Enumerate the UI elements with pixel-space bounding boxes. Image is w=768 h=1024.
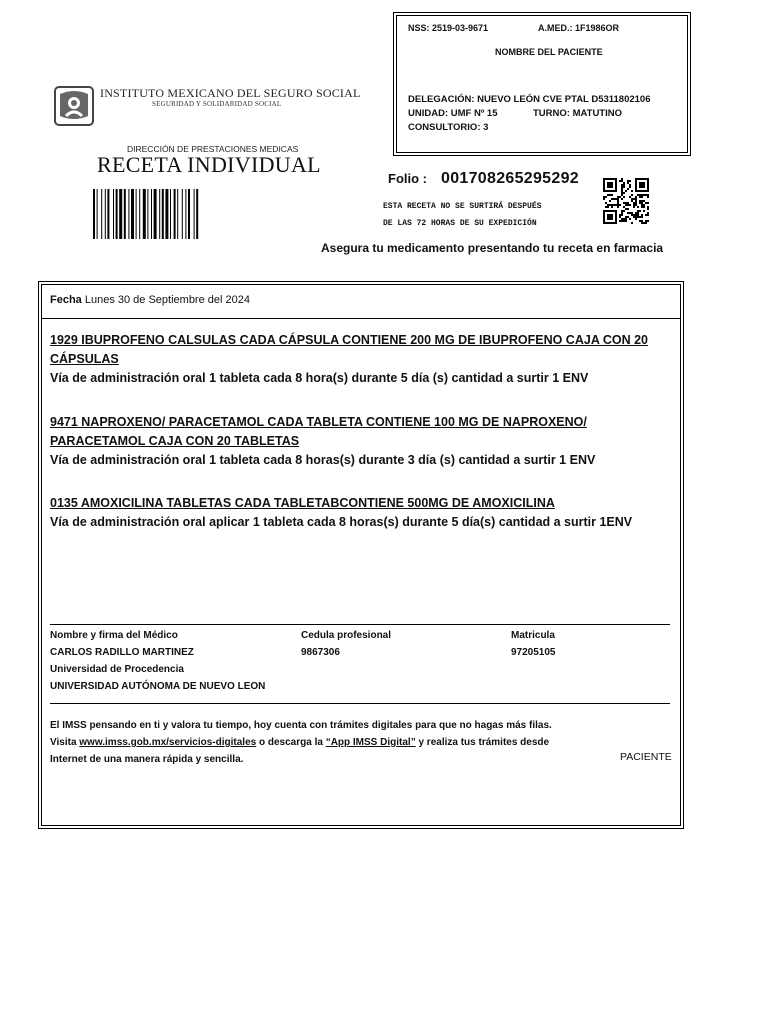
consultorio-field: CONSULTORIO: 3 [408,122,489,133]
matricula-block [511,627,556,661]
direccion-label: DIRECCIÓN DE PRESTACIONES MEDICAS [127,144,299,154]
date-field [50,294,250,306]
nss-field: NSS: 2519-03-9671 [408,23,489,33]
imss-app-link[interactable]: “App IMSS Digital” [325,737,416,748]
medication-item [50,413,665,470]
medication-item [50,494,665,532]
notice-line3: Internet de una manera rápida y sencilla. [50,754,244,765]
doctor-signature-label: Nombre y firma del Médico [50,630,178,641]
institution-name: INSTITUTO MEXICANO DEL SEGURO SOCIAL [100,86,361,100]
copy-label: PACIENTE [620,751,672,763]
folio-label: Folio : [388,171,427,186]
medication-item [50,331,665,388]
divider [50,703,670,704]
date-value: Lunes 30 de Septiembre del 2024 [81,294,250,306]
prescription-box [38,281,684,829]
cedula-value: 9867306 [301,647,340,658]
barcode-image [93,189,243,241]
delegacion-field: DELEGACIÓN: NUEVO LEÓN CVE PTAL D5311802106 [408,94,651,105]
patient-name-label: NOMBRE DEL PACIENTE [495,47,603,57]
digital-services-notice [50,717,552,768]
matricula-value: 97205105 [511,647,556,658]
divider [50,624,670,625]
imss-logo-icon [54,86,94,126]
amed-field: A.MED.: 1F1986OR [538,23,620,33]
medication-title: 9471 NAPROXENO/ PARACETAMOL CADA TABLETA CONTIENE 100 MG DE NAPROXENO/ PARACETAMOL CAJA CON 20 TABLETAS [50,415,587,448]
medication-instructions: Vía de administración oral 1 tableta cada 8 hora(s) durante 5 día (s) cantidad a surtir 1 ENV [50,371,589,385]
date-row [42,285,680,319]
matricula-label: Matricula [511,630,555,641]
university-label: Universidad de Procedencia [50,664,184,675]
turno-field: TURNO: MATUTINO [533,108,623,119]
medication-instructions: Vía de administración oral aplicar 1 tableta cada 8 horas(s) durante 5 día(s) cantidad a surtir 1ENV [50,515,633,529]
doctor-signature-block [50,627,265,695]
imss-services-link[interactable]: www.imss.gob.mx/servicios-digitales [79,737,257,748]
pharmacy-notice: Asegura tu medicamento presentando tu receta en farmacia [321,241,664,255]
patient-info-inner [396,15,688,153]
cedula-label: Cedula profesional [301,630,392,641]
institution-subtitle: SEGURIDAD Y SOLIDARIDAD SOCIAL [152,100,282,108]
patient-info-box [393,12,691,156]
doctor-name: CARLOS RADILLO MARTINEZ [50,647,194,658]
qr-code-image [603,178,649,224]
prescription-inner [41,284,681,826]
medication-title: 1929 IBUPROFENO CALSULAS CADA CÁPSULA CONTIENE 200 MG DE IBUPROFENO CAJA CON 20 CÁPSULAS [50,333,649,366]
folio-value: 001708265295292 [441,170,579,187]
notice-line1: El IMSS pensando en ti y valora tu tiempo, hoy cuenta con trámites digitales para que no hagas más filas. [50,720,552,731]
expiration-notice-line2: DE LAS 72 HORAS DE SU EXPEDICIÓN [383,219,537,228]
medication-title: 0135 AMOXICILINA TABLETAS CADA TABLETABCONTIENE 500MG DE AMOXICILINA [50,496,555,510]
date-label: Fecha [50,294,82,306]
unidad-field: UNIDAD: UMF Nº 15 [408,108,498,119]
medication-instructions: Vía de administración oral 1 tableta cada 8 horas(s) durante 3 día (s) cantidad a surtir 1 ENV [50,453,596,467]
cedula-block [301,627,391,661]
notice-line2: Visita www.imss.gob.mx/servicios-digitales o descarga la “App IMSS Digital” y realiza tus trámites desde [50,737,550,748]
university-value: UNIVERSIDAD AUTÓNOMA DE NUEVO LEON [50,681,266,692]
expiration-notice-line1: ESTA RECETA NO SE SURTIRÁ DESPUÉS [383,202,542,211]
document-title: RECETA INDIVIDUAL [97,152,321,177]
